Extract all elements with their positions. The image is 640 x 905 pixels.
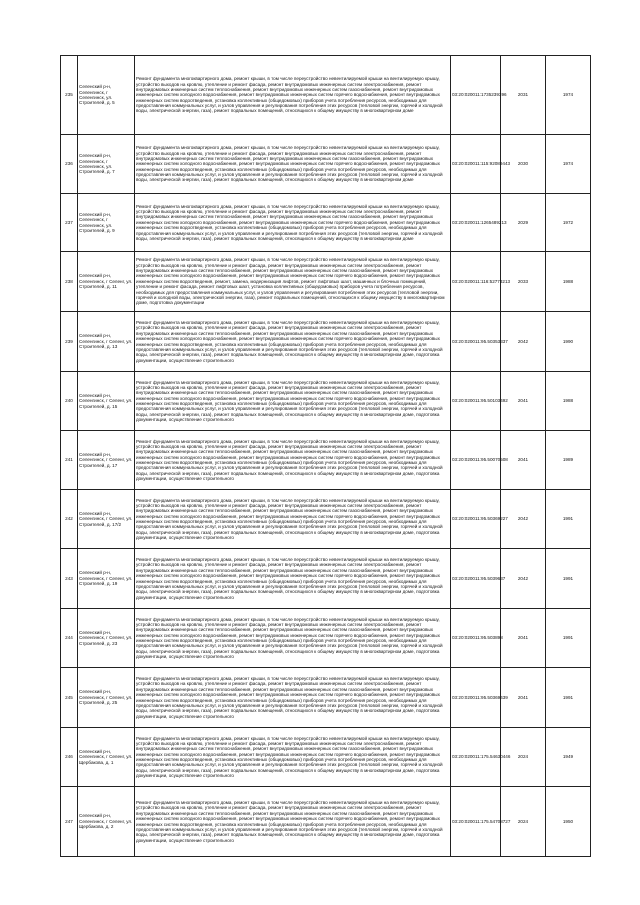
table-row	[61, 549, 591, 609]
address-cell: Селенский р-н, Селенгинск, г Селенг, ул. Строителей, д. 11	[78, 252, 135, 312]
planned-year-cell: 2024	[501, 787, 546, 857]
table-row	[61, 372, 591, 431]
works-description-cell: Ремонт фундамента многоквартирного дома, ремонт крыши, в том числе переустройство невентилируемой крыши на вентилируемую крышу, устройство выходов на кровлю, утепление и ремонт фасада, ремонт внутридомовых инженерных систем электроснабжения, ремонт внутридомовых инженерных систем теплоснабжения, ремонт внутридомовых инженерных систем газоснабжения, ремонт внутридомовых инженерных систем холодного водоснабжения, ремонт внутридомовых инженерных систем горячего водоснабжения, ремонт внутридомовых инженерных систем водоотведения, установка коллективных (общедомовых) приборов учета потребления ресурсов, необходимых для предоставления коммунальных услуг, и узлов управления и регулирования потребления этих ресурсов (тепловой энергии, горячей и холодной воды, электрической энергии, газа), ремонт подвальных помещений, относящихся к общему имуществу в многоквартирном доме, подготовка документации, осуществление строительного	[135, 668, 451, 728]
address-cell: Селенский р-н, Селенгинск, г Селенг, ул. Строителей, д. 19	[78, 549, 135, 609]
address-cell: Селенский р-н, Селенгинск, г Селенгинск, ул. Строителей, д. 7	[78, 135, 135, 194]
planned-year-cell: 2033	[501, 252, 546, 312]
build-year-cell: 1989	[546, 431, 591, 490]
address-cell: Селенский р-н, Селенгинск, г Селенгинск, ул. Строителей, д. 5	[78, 56, 135, 135]
works-description-cell: Ремонт фундамента многоквартирного дома, ремонт крыши, в том числе переустройство невентилируемой крыши на вентилируемую крышу, устройство выходов на кровлю, утепление и ремонт фасада, ремонт внутридомовых инженерных систем электроснабжения, ремонт внутридомовых инженерных систем теплоснабжения, ремонт внутридомовых инженерных систем газоснабжения, ремонт внутридомовых инженерных систем холодного водоснабжения, ремонт внутридомовых инженерных систем горячего водоснабжения, ремонт внутридомовых инженерных систем водоотведения, установка коллективных (общедомовых) приборов учета потребления ресурсов, необходимых для предоставления коммунальных услуг, и узлов управления и регулирования потребления этих ресурсов (тепловой энергии, горячей и холодной воды, электрической энергии, газа), ремонт подвальных помещений, относящихся к общему имуществу в многоквартирном доме, подготовка документации, осуществление строительного	[135, 728, 451, 787]
planned-year-cell: 2041	[501, 431, 546, 490]
works-description-cell: Ремонт фундамента многоквартирного дома, ремонт крыши, в том числе переустройство невентилируемой крыши на вентилируемую крышу, устройство выходов на кровлю, утепление и ремонт фасада, ремонт внутридомовых инженерных систем электроснабжения, ремонт внутридомовых инженерных систем теплоснабжения, ремонт внутридомовых инженерных систем газоснабжения, ремонт внутридомовых инженерных систем холодного водоснабжения, ремонт внутридомовых инженерных систем горячего водоснабжения, ремонт внутридомовых инженерных систем водоотведения, установка коллективных (общедомовых) приборов учета потребления ресурсов, необходимых для предоставления коммунальных услуг, и узлов управления и регулирования потребления этих ресурсов (тепловой энергии, горячей и холодной воды, электрической энергии, газа), ремонт подвальных помещений, относящихся к общему имуществу в многоквартирном доме, подготовка документации, осуществление строительного	[135, 490, 451, 549]
build-year-cell: 1991	[546, 668, 591, 728]
works-description-cell: Ремонт фундамента многоквартирного дома, ремонт крыши, в том числе переустройство невентилируемой крыши на вентилируемую крышу, устройство выходов на кровлю, утепление и ремонт фасада, ремонт внутридомовых инженерных систем электроснабжения, ремонт внутридомовых инженерных систем теплоснабжения, ремонт внутридомовых инженерных систем газоснабжения, ремонт внутридомовых инженерных систем холодного водоснабжения, ремонт внутридомовых инженерных систем горячего водоснабжения, ремонт внутридомовых инженерных систем водоотведения, установка коллективных (общедомовых) приборов учета потребления ресурсов, необходимых для предоставления коммунальных услуг, и узлов управления и регулирования потребления этих ресурсов (тепловой энергии, горячей и холодной воды, электрической энергии, газа), ремонт подвальных помещений, относящихся к общему имуществу в многоквартирном доме, подготовка документации, осуществление строительного	[135, 549, 451, 609]
cadastral-number-cell: 03:20:020011:115:92089443	[451, 135, 501, 194]
build-year-cell: 1991	[546, 549, 591, 609]
row-number-cell: 239	[61, 312, 78, 372]
build-year-cell: 1974	[546, 56, 591, 135]
planned-year-cell: 2041	[501, 609, 546, 668]
build-year-cell: 1988	[546, 252, 591, 312]
row-number-cell: 238	[61, 252, 78, 312]
row-number-cell: 245	[61, 668, 78, 728]
table-row	[61, 135, 591, 194]
planned-year-cell: 2042	[501, 490, 546, 549]
cadastral-number-cell: 03:20:020011:95.50070508	[451, 431, 501, 490]
cadastral-number-cell: 03:20:020011:95.503898	[451, 609, 501, 668]
works-description-cell: Ремонт фундамента многоквартирного дома, ремонт крыши, в том числе переустройство невентилируемой крыши на вентилируемую крышу, устройство выходов на кровлю, утепление и ремонт фасада, ремонт внутридомовых инженерных систем электроснабжения, ремонт внутридомовых инженерных систем теплоснабжения, ремонт внутридомовых инженерных систем газоснабжения, ремонт внутридомовых инженерных систем холодного водоснабжения, ремонт внутридомовых инженерных систем горячего водоснабжения, ремонт внутридомовых инженерных систем водоотведения, установка коллективных (общедомовых) приборов учета потребления ресурсов, необходимых для предоставления коммунальных услуг, и узлов управления и регулирования потребления этих ресурсов (тепловой энергии, горячей и холодной воды, электрической энергии, газа), ремонт подвальных помещений, относящихся к общему имуществу в многоквартирном доме	[135, 135, 451, 194]
table-row	[61, 728, 591, 787]
planned-year-cell: 2029	[501, 194, 546, 252]
table-row	[61, 56, 591, 135]
table-row	[61, 668, 591, 728]
works-description-cell: Ремонт фундамента многоквартирного дома, ремонт крыши, в том числе переустройство невентилируемой крыши на вентилируемую крышу, устройство выходов на кровлю, утепление и ремонт фасада, ремонт внутридомовых инженерных систем электроснабжения, ремонт внутридомовых инженерных систем теплоснабжения, ремонт внутридомовых инженерных систем газоснабжения, ремонт внутридомовых инженерных систем холодного водоснабжения, ремонт внутридомовых инженерных систем горячего водоснабжения, ремонт внутридомовых инженерных систем водоотведения, установка коллективных (общедомовых) приборов учета потребления ресурсов, необходимых для предоставления коммунальных услуг, и узлов управления и регулирования потребления этих ресурсов (тепловой энергии, горячей и холодной воды, электрической энергии, газа), ремонт подвальных помещений, относящихся к общему имуществу в многоквартирном доме, подготовка документации, осуществление строительного	[135, 312, 451, 372]
planned-year-cell: 2042	[501, 549, 546, 609]
row-number-cell: 240	[61, 372, 78, 431]
address-cell: Селенский р-н, Селенгинск, г Селенг, ул. Щербакова, д. 2	[78, 787, 135, 857]
build-year-cell: 1972	[546, 194, 591, 252]
repair-program-table	[60, 55, 591, 857]
table-row	[61, 312, 591, 372]
build-year-cell: 1991	[546, 490, 591, 549]
table-row	[61, 609, 591, 668]
planned-year-cell: 2041	[501, 668, 546, 728]
row-number-cell: 242	[61, 490, 78, 549]
works-description-cell: Ремонт фундамента многоквартирного дома, ремонт крыши, в том числе переустройство невентилируемой крыши на вентилируемую крышу, устройство выходов на кровлю, утепление и ремонт фасада, ремонт внутридомовых инженерных систем электроснабжения, ремонт внутридомовых инженерных систем теплоснабжения, ремонт внутридомовых инженерных систем газоснабжения, ремонт внутридомовых инженерных систем холодного водоснабжения, ремонт внутридомовых инженерных систем горячего водоснабжения, ремонт внутридомовых инженерных систем водоотведения, установка коллективных (общедомовых) приборов учета потребления ресурсов, необходимых для предоставления коммунальных услуг, и узлов управления и регулирования потребления этих ресурсов (тепловой энергии, горячей и холодной воды, электрической энергии, газа), ремонт подвальных помещений, относящихся к общему имуществу в многоквартирном доме, подготовка документации, осуществление строительного	[135, 787, 451, 857]
cadastral-number-cell: 03:20:020011:95.50369227	[451, 490, 501, 549]
address-cell: Селенский р-н, Селенгинск, г Селенг, ул. Строителей, д. 13	[78, 312, 135, 372]
table-row	[61, 787, 591, 857]
cadastral-number-cell: 03:20:020011:1735239396	[451, 56, 501, 135]
planned-year-cell: 2031	[501, 56, 546, 135]
table-row	[61, 194, 591, 252]
address-cell: Селенский р-н, Селенгинск, г Селенг, ул. Строителей, д. 17/2	[78, 490, 135, 549]
planned-year-cell: 2024	[501, 728, 546, 787]
build-year-cell: 1974	[546, 135, 591, 194]
table-body	[61, 56, 591, 857]
row-number-cell: 235	[61, 56, 78, 135]
table-row	[61, 490, 591, 549]
row-number-cell: 236	[61, 135, 78, 194]
build-year-cell: 1988	[546, 372, 591, 431]
cadastral-number-cell: 03:20:020011:1265489213	[451, 194, 501, 252]
cadastral-number-cell: 03:20:020011:95.50103492	[451, 372, 501, 431]
planned-year-cell: 2030	[501, 135, 546, 194]
works-description-cell: Ремонт фундамента многоквартирного дома, ремонт крыши, в том числе переустройство невентилируемой крыши на вентилируемую крышу, устройство выходов на кровлю, утепление и ремонт фасада, ремонт внутридомовых инженерных систем электроснабжения, ремонт внутридомовых инженерных систем теплоснабжения, ремонт внутридомовых инженерных систем газоснабжения, ремонт внутридомовых инженерных систем холодного водоснабжения, ремонт внутридомовых инженерных систем горячего водоснабжения, ремонт внутридомовых инженерных систем водоотведения, установка коллективных (общедомовых) приборов учета потребления ресурсов, необходимых для предоставления коммунальных услуг, и узлов управления и регулирования потребления этих ресурсов (тепловой энергии, горячей и холодной воды, электрической энергии, газа), ремонт подвальных помещений, относящихся к общему имуществу в многоквартирном доме, подготовка документации, осуществление строительного	[135, 431, 451, 490]
build-year-cell: 1990	[546, 312, 591, 372]
row-number-cell: 237	[61, 194, 78, 252]
row-number-cell: 246	[61, 728, 78, 787]
row-number-cell: 247	[61, 787, 78, 857]
table-row	[61, 252, 591, 312]
build-year-cell: 1950	[546, 787, 591, 857]
row-number-cell: 243	[61, 549, 78, 609]
works-description-cell: Ремонт фундамента многоквартирного дома, ремонт крыши, в том числе переустройство невентилируемой крыши на вентилируемую крышу, устройство выходов на кровлю, утепление и ремонт фасада, ремонт внутридомовых инженерных систем электроснабжения, ремонт внутридомовых инженерных систем теплоснабжения, ремонт внутридомовых инженерных систем газоснабжения, ремонт внутридомовых инженерных систем холодного водоснабжения, ремонт внутридомовых инженерных систем горячего водоснабжения, ремонт внутридомовых инженерных систем водоотведения, установка коллективных (общедомовых) приборов учета потребления ресурсов, необходимых для предоставления коммунальных услуг, и узлов управления и регулирования потребления этих ресурсов (тепловой энергии, горячей и холодной воды, электрической энергии, газа), ремонт подвальных помещений, относящихся к общему имуществу в многоквартирном доме, подготовка документации, осуществление строительного	[135, 372, 451, 431]
cadastral-number-cell: 03:20:020011:175.54708727	[451, 787, 501, 857]
address-cell: Селенский р-н, Селенгинск, г Селенг, ул. Строителей, д. 17	[78, 431, 135, 490]
address-cell: Селенский р-н, Селенгинск, г Селенгинск, ул. Строителей, д. 9	[78, 194, 135, 252]
cadastral-number-cell: 03:20:020011:95.50353337	[451, 312, 501, 372]
planned-year-cell: 2042	[501, 312, 546, 372]
address-cell: Селенский р-н, Селенгинск, г Селенг, ул. Строителей, д. 25	[78, 668, 135, 728]
cadastral-number-cell: 03:20:020011:175.54630446	[451, 728, 501, 787]
cadastral-number-cell: 03:20:020011:95.5039637	[451, 549, 501, 609]
address-cell: Селенский р-н, Селенгинск, г Селенг, ул. Строителей, д. 15	[78, 372, 135, 431]
cadastral-number-cell: 03:20:020011:95.50369439	[451, 668, 501, 728]
works-description-cell: Ремонт фундамента многоквартирного дома, ремонт крыши, в том числе переустройство невентилируемой крыши на вентилируемую крышу, устройство выходов на кровлю, утепление и ремонт фасада, ремонт внутридомовых инженерных систем электроснабжения, ремонт внутридомовых инженерных систем теплоснабжения, ремонт внутридомовых инженерных систем газоснабжения, ремонт внутридомовых инженерных систем холодного водоснабжения, ремонт внутридомовых инженерных систем горячего водоснабжения, ремонт внутридомовых инженерных систем водоотведения, установка коллективных (общедомовых) приборов учета потребления ресурсов, необходимых для предоставления коммунальных услуг, и узлов управления и регулирования потребления этих ресурсов (тепловой энергии, горячей и холодной воды, электрической энергии, газа), ремонт подвальных помещений, относящихся к общему имуществу в многоквартирном доме	[135, 194, 451, 252]
table-row	[61, 431, 591, 490]
works-description-cell: Ремонт фундамента многоквартирного дома, ремонт крыши, в том числе переустройство невентилируемой крыши на вентилируемую крышу, устройство выходов на кровлю, утепление и ремонт фасада, ремонт внутридомовых инженерных систем электроснабжения, ремонт внутридомовых инженерных систем теплоснабжения, ремонт внутридомовых инженерных систем газоснабжения, ремонт внутридомовых инженерных систем холодного водоснабжения, ремонт внутридомовых инженерных систем горячего водоснабжения, ремонт внутридомовых инженерных систем водоотведения, установка коллективных (общедомовых) приборов учета потребления ресурсов, необходимых для предоставления коммунальных услуг, и узлов управления и регулирования потребления этих ресурсов (тепловой энергии, горячей и холодной воды, электрической энергии, газа), ремонт подвальных помещений, относящихся к общему имуществу в многоквартирном доме, подготовка документации, осуществление строительного	[135, 609, 451, 668]
build-year-cell: 1949	[546, 728, 591, 787]
cadastral-number-cell: 03:20:020011:116:52773213	[451, 252, 501, 312]
row-number-cell: 244	[61, 609, 78, 668]
build-year-cell: 1991	[546, 609, 591, 668]
planned-year-cell: 2041	[501, 372, 546, 431]
works-description-cell: Ремонт фундамента многоквартирного дома, ремонт крыши, в том числе переустройство невентилируемой крыши на вентилируемую крышу, устройство выходов на кровлю, утепление и ремонт фасада, ремонт внутридомовых инженерных систем электроснабжения, ремонт внутридомовых инженерных систем теплоснабжения, ремонт внутридомовых инженерных систем газоснабжения, ремонт внутридомовых инженерных систем холодного водоснабжения, ремонт внутридомовых инженерных систем горячего водоснабжения, ремонт внутридомовых инженерных систем водоотведения, установка коллективных (общедомовых) приборов учета потребления ресурсов, необходимых для предоставления коммунальных услуг, и узлов управления и регулирования потребления этих ресурсов (тепловой энергии, горячей и холодной воды, электрической энергии, газа), ремонт подвальных помещений, относящихся к общему имуществу в многоквартирном доме	[135, 56, 451, 135]
works-description-cell: Ремонт фундамента многоквартирного дома, ремонт крыши, в том числе переустройство невентилируемой крыши на вентилируемую крышу, устройство выходов на кровлю, утепление и ремонт фасада, ремонт внутридомовых инженерных систем электроснабжения, ремонт внутридомовых инженерных систем теплоснабжения, ремонт внутридомовых инженерных систем газоснабжения, ремонт внутридомовых инженерных систем холодного водоснабжения, ремонт внутридомовых инженерных систем горячего водоснабжения, ремонт внутридомовых инженерных систем водоотведения, ремонт, замена, модернизация лифтов, ремонт лифтовых шахт, машинных и блочных помещений, утепление и ремонт фасада, ремонт лифтовых шахт, установка коллективных (общедомовых) приборов учета потребления ресурсов, необходимых для предоставления коммунальных услуг, и узлов управления и регулирования потребления этих ресурсов (тепловой энергии, горячей и холодной воды, электрической энергии, газа), ремонт подвальных помещений, относящихся к общему имуществу в многоквартирном доме, подготовка документации	[135, 252, 451, 312]
address-cell: Селенский р-н, Селенгинск, г Селенг, ул. Строителей, д. 23	[78, 609, 135, 668]
address-cell: Селенский р-н, Селенгинск, г Селенг, ул. Щербакова, д. 1	[78, 728, 135, 787]
row-number-cell: 241	[61, 431, 78, 490]
